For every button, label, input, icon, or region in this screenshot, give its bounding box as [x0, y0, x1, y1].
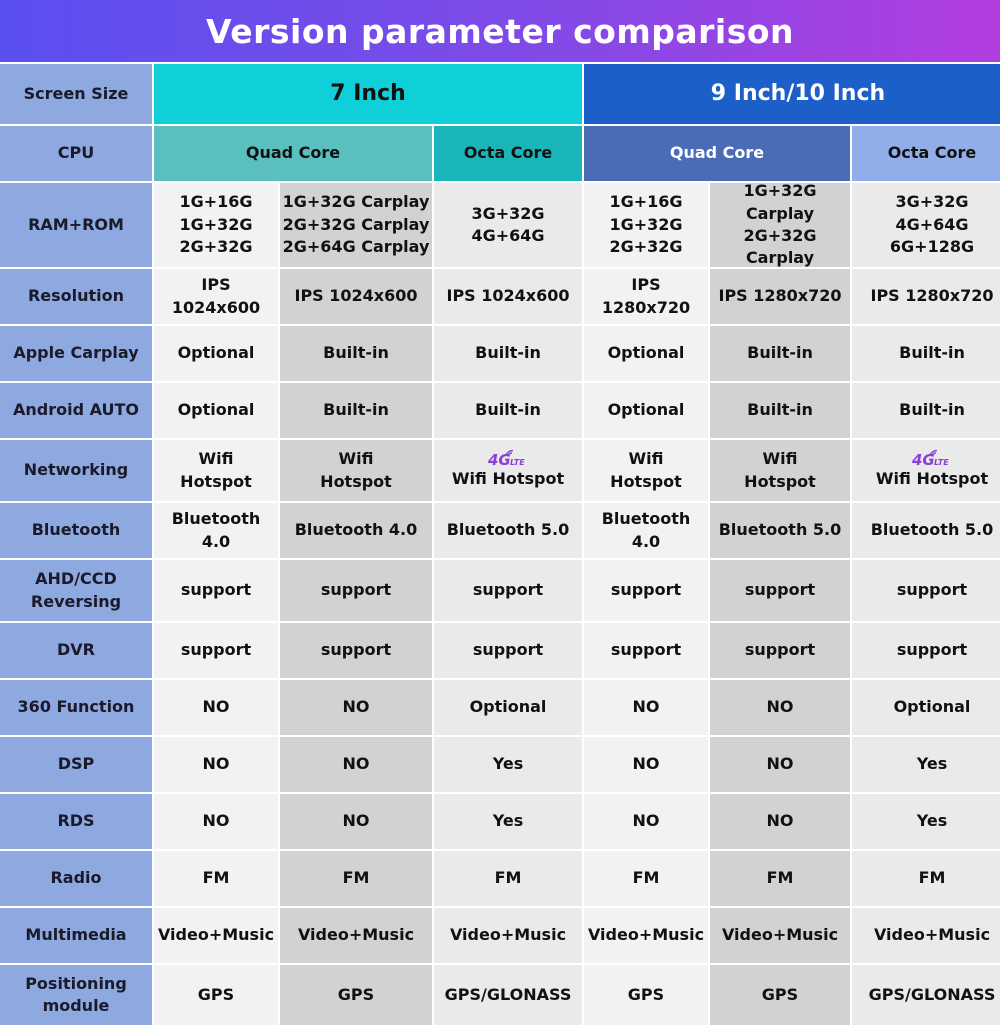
cell-360-function-col5: [710, 680, 850, 735]
cell-text: Video+Music: [721, 925, 839, 945]
cell-text: Wifi Hotspot: [180, 449, 252, 491]
cell-text: Built-in: [475, 400, 541, 420]
cell-networking-col2: [280, 440, 432, 501]
cell-text: NO: [632, 754, 660, 774]
cell-networking-col4: [584, 440, 708, 501]
row-label-ahd-ccd-reversing: AHD/CCD Reversing: [0, 560, 152, 621]
cell-text: NO: [202, 754, 230, 774]
cell-ram-rom-col2: [280, 183, 432, 267]
cell-apple-carplay-col2: [280, 326, 432, 381]
cell-text: Optional: [177, 343, 255, 363]
cpu-label: CPU: [0, 126, 152, 181]
cell-text: Built-in: [899, 343, 965, 363]
cell-ahd-ccd-reversing-col6: [852, 560, 1000, 621]
cell-text: support: [744, 580, 816, 600]
cell-ram-rom-col3: [434, 183, 582, 267]
cell-text: NO: [202, 697, 230, 717]
cell-ram-rom-col4: [584, 183, 708, 267]
cell-multimedia-col5: [710, 908, 850, 963]
cell-text: Yes: [916, 811, 948, 831]
cell-text: Wifi Hotspot: [744, 449, 816, 491]
cell-text: Optional: [607, 400, 685, 420]
cell-ahd-ccd-reversing-col5: [710, 560, 850, 621]
cell-ram-rom-col1: [154, 183, 278, 267]
svg-text:LTE: LTE: [934, 458, 949, 468]
cell-text: IPS 1280x720: [718, 286, 842, 306]
cell-text: IPS 1024x600: [171, 275, 261, 317]
cell-dvr-col6: [852, 623, 1000, 678]
cell-text: GPS: [627, 984, 665, 1004]
cell-text: Yes: [916, 754, 948, 774]
row-label-rds: RDS: [0, 794, 152, 849]
cell-text: Built-in: [323, 400, 389, 420]
cell-rds-col3: [434, 794, 582, 849]
cell-apple-carplay-col3: [434, 326, 582, 381]
cell-text: Bluetooth 5.0: [870, 520, 994, 540]
cell-dsp-col5: [710, 737, 850, 792]
cell-text: Built-in: [475, 343, 541, 363]
cell-text: Video+Music: [587, 925, 705, 945]
row-label-radio: Radio: [0, 851, 152, 906]
cell-text: Optional: [893, 697, 971, 717]
cell-text: NO: [766, 811, 794, 831]
cell-text: GPS/GLONASS: [444, 984, 572, 1004]
cell-text: Built-in: [323, 343, 389, 363]
header-7-inch: 7 Inch: [154, 64, 582, 124]
cell-360-function-col2: [280, 680, 432, 735]
cell-text: Built-in: [899, 400, 965, 420]
cell-dsp-col4: [584, 737, 708, 792]
cell-resolution-col4: [584, 269, 708, 324]
row-label-360-function: 360 Function: [0, 680, 152, 735]
cell-ahd-ccd-reversing-col2: [280, 560, 432, 621]
cell-rds-col2: [280, 794, 432, 849]
cell-text: Wifi Hotspot: [320, 449, 392, 491]
svg-text:4G: 4G: [912, 451, 935, 469]
cell-text: 3G+32G 4G+64G: [471, 203, 545, 245]
cell-text: Optional: [177, 400, 255, 420]
cell-bluetooth-col5: [710, 503, 850, 558]
cpu-7-quad-core: Quad Core: [154, 126, 432, 181]
cell-text: Wifi Hotspot: [610, 449, 682, 491]
cell-android-auto-col1: [154, 383, 278, 438]
row-label-resolution: Resolution: [0, 269, 152, 324]
row-label-android-auto: Android AUTO: [0, 383, 152, 438]
cell-text: support: [472, 580, 544, 600]
cell-resolution-col6: [852, 269, 1000, 324]
cell-bluetooth-col4: [584, 503, 708, 558]
cell-text: GPS: [761, 984, 799, 1004]
cell-ram-rom-col6: [852, 183, 1000, 267]
cell-text: NO: [632, 697, 660, 717]
cell-rds-col4: [584, 794, 708, 849]
row-label-dvr: DVR: [0, 623, 152, 678]
cell-text: 1G+32G Carplay 2G+32G Carplay 2G+64G Carplay: [282, 192, 430, 257]
cell-rds-col6: [852, 794, 1000, 849]
cell-360-function-col1: [154, 680, 278, 735]
cell-apple-carplay-col6: [852, 326, 1000, 381]
row-label-ram-rom: RAM+ROM: [0, 183, 152, 267]
cell-radio-col5: [710, 851, 850, 906]
cell-networking-col3: [434, 440, 582, 501]
cell-text: Bluetooth 5.0: [718, 520, 842, 540]
cell-text: 1G+16G 1G+32G 2G+32G: [179, 192, 253, 257]
cell-text: support: [180, 640, 252, 660]
cell-dvr-col4: [584, 623, 708, 678]
cell-text: support: [472, 640, 544, 660]
cell-text: FM: [342, 868, 370, 888]
cell-multimedia-col2: [280, 908, 432, 963]
cell-bluetooth-col3: [434, 503, 582, 558]
cell-text: Video+Music: [449, 925, 567, 945]
cpu-7-octa-core: Octa Core: [434, 126, 582, 181]
cell-dsp-col2: [280, 737, 432, 792]
cell-text: IPS 1280x720: [601, 275, 691, 317]
cell-text: Video+Music: [873, 925, 991, 945]
cell-text: GPS/GLONASS: [868, 984, 996, 1004]
cell-radio-col3: [434, 851, 582, 906]
cell-dsp-col6: [852, 737, 1000, 792]
row-label-networking: Networking: [0, 440, 152, 501]
cell-radio-col4: [584, 851, 708, 906]
cell-networking-col6: [852, 440, 1000, 501]
comparison-table: [0, 64, 1000, 1015]
cell-radio-col2: [280, 851, 432, 906]
cell-dvr-col3: [434, 623, 582, 678]
cell-text: Optional: [469, 697, 547, 717]
cell-bluetooth-col6: [852, 503, 1000, 558]
cell-360-function-col6: [852, 680, 1000, 735]
cell-positioning-module-col2: [280, 965, 432, 1025]
cell-text: support: [320, 640, 392, 660]
cell-networking-col5: [710, 440, 850, 501]
cell-text: IPS 1280x720: [870, 286, 994, 306]
svg-text:LTE: LTE: [510, 458, 525, 468]
cell-apple-carplay-col4: [584, 326, 708, 381]
cell-text: support: [180, 580, 252, 600]
cell-android-auto-col4: [584, 383, 708, 438]
cell-text: 3G+32G 4G+64G 6G+128G: [889, 192, 975, 257]
cell-networking-col1: [154, 440, 278, 501]
cell-text: NO: [342, 811, 370, 831]
cell-apple-carplay-col5: [710, 326, 850, 381]
row-label-dsp: DSP: [0, 737, 152, 792]
cell-rds-col5: [710, 794, 850, 849]
svg-text:4G: 4G: [488, 451, 511, 469]
cell-text: Wifi Hotspot: [875, 469, 989, 489]
cell-text: support: [320, 580, 392, 600]
cell-multimedia-col6: [852, 908, 1000, 963]
cell-text: support: [896, 640, 968, 660]
cell-text: Optional: [607, 343, 685, 363]
cell-text: FM: [202, 868, 230, 888]
cell-bluetooth-col1: [154, 503, 278, 558]
row-label-multimedia: Multimedia: [0, 908, 152, 963]
cell-radio-col6: [852, 851, 1000, 906]
cell-text: NO: [202, 811, 230, 831]
cell-text: FM: [766, 868, 794, 888]
cell-positioning-module-col5: [710, 965, 850, 1025]
cell-text: Video+Music: [297, 925, 415, 945]
row-label-positioning-module: Positioning module: [0, 965, 152, 1025]
cell-text: GPS: [197, 984, 235, 1004]
cell-text: FM: [632, 868, 660, 888]
cell-360-function-col3: [434, 680, 582, 735]
cell-ahd-ccd-reversing-col1: [154, 560, 278, 621]
cell-multimedia-col4: [584, 908, 708, 963]
cell-360-function-col4: [584, 680, 708, 735]
cell-text: NO: [342, 754, 370, 774]
cell-text: NO: [342, 697, 370, 717]
cpu-9-quad-core: Quad Core: [584, 126, 850, 181]
cell-resolution-col5: [710, 269, 850, 324]
cell-positioning-module-col1: [154, 965, 278, 1025]
cell-text: 1G+16G 1G+32G 2G+32G: [609, 192, 683, 257]
cell-dvr-col5: [710, 623, 850, 678]
cell-resolution-col1: [154, 269, 278, 324]
cpu-9-octa-core: Octa Core: [852, 126, 1000, 181]
cell-text: Built-in: [747, 400, 813, 420]
lte-4g-icon: [452, 450, 564, 468]
cell-rds-col1: [154, 794, 278, 849]
cell-text: NO: [766, 697, 794, 717]
cell-text: Bluetooth 4.0: [171, 509, 261, 551]
cell-dsp-col1: [154, 737, 278, 792]
cell-android-auto-col3: [434, 383, 582, 438]
cell-dsp-col3: [434, 737, 582, 792]
cell-resolution-col3: [434, 269, 582, 324]
cell-text: IPS 1024x600: [294, 286, 418, 306]
cell-text: Built-in: [747, 343, 813, 363]
cell-text: NO: [632, 811, 660, 831]
cell-text: support: [610, 640, 682, 660]
cell-resolution-col2: [280, 269, 432, 324]
cell-text: GPS: [337, 984, 375, 1004]
cell-text: NO: [766, 754, 794, 774]
cell-text: FM: [494, 868, 522, 888]
cell-text: support: [744, 640, 816, 660]
cell-text: Video+Music: [157, 925, 275, 945]
cell-ahd-ccd-reversing-col4: [584, 560, 708, 621]
cell-multimedia-col3: [434, 908, 582, 963]
cell-positioning-module-col4: [584, 965, 708, 1025]
cell-text: Bluetooth 4.0: [294, 520, 418, 540]
cell-text: Bluetooth 4.0: [601, 509, 691, 551]
cell-radio-col1: [154, 851, 278, 906]
cell-dvr-col2: [280, 623, 432, 678]
cell-text: IPS 1024x600: [446, 286, 570, 306]
cell-ahd-ccd-reversing-col3: [434, 560, 582, 621]
cell-text: support: [610, 580, 682, 600]
cell-text: FM: [918, 868, 946, 888]
cell-multimedia-col1: [154, 908, 278, 963]
cell-dvr-col1: [154, 623, 278, 678]
row-label-bluetooth: Bluetooth: [0, 503, 152, 558]
screen-size-label: Screen Size: [0, 64, 152, 124]
row-label-apple-carplay: Apple Carplay: [0, 326, 152, 381]
cell-android-auto-col6: [852, 383, 1000, 438]
header-9-10-inch: 9 Inch/10 Inch: [584, 64, 1000, 124]
cell-text: Bluetooth 5.0: [446, 520, 570, 540]
cell-android-auto-col5: [710, 383, 850, 438]
cell-text: support: [896, 580, 968, 600]
cell-bluetooth-col2: [280, 503, 432, 558]
cell-text: 1G+32G Carplay 2G+32G Carplay: [743, 183, 817, 267]
cell-android-auto-col2: [280, 383, 432, 438]
cell-text: Yes: [492, 754, 524, 774]
cell-text: Wifi Hotspot: [451, 469, 565, 489]
cell-positioning-module-col3: [434, 965, 582, 1025]
cell-ram-rom-col5: [710, 183, 850, 267]
cell-apple-carplay-col1: [154, 326, 278, 381]
lte-4g-icon: [876, 450, 988, 468]
page-title: Version parameter comparison: [0, 0, 1000, 62]
cell-text: Yes: [492, 811, 524, 831]
cell-positioning-module-col6: [852, 965, 1000, 1025]
